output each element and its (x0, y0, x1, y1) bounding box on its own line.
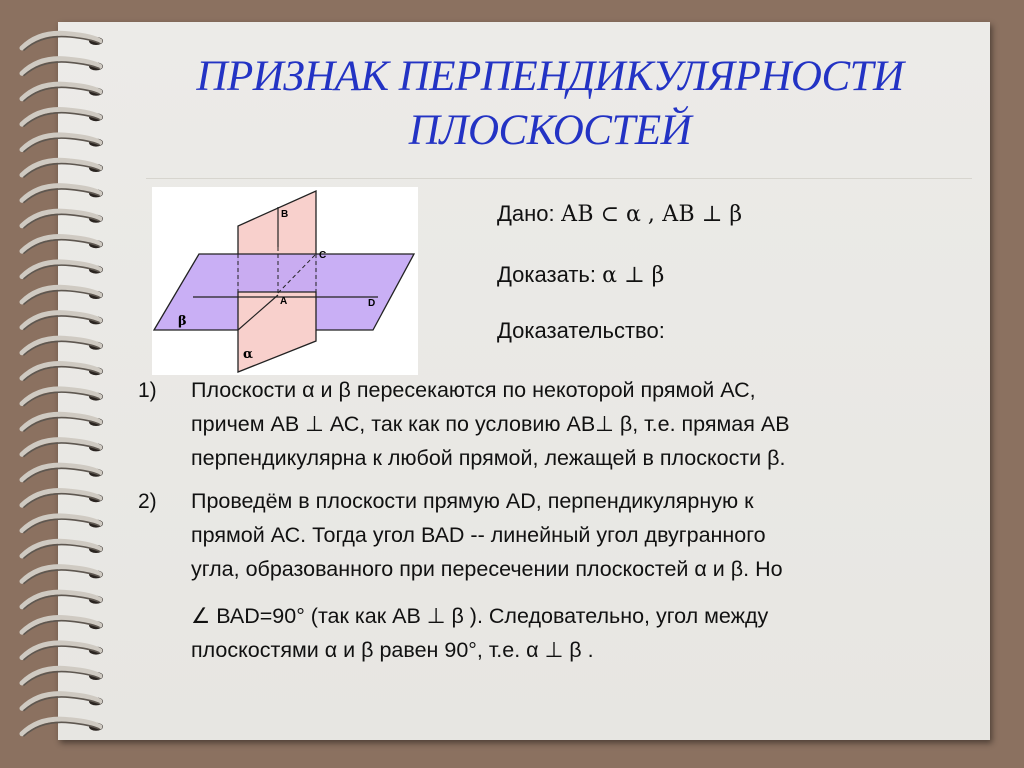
binding-ring (22, 262, 103, 279)
binding-ring (22, 186, 103, 203)
binding-ring (22, 160, 103, 177)
binding-ring (22, 465, 103, 482)
binding-ring (22, 389, 103, 406)
item-1-number: 1) (138, 379, 157, 402)
prove-text: α ⊥ β (602, 263, 665, 288)
label-beta: β (178, 314, 187, 329)
item-2-number: 2) (138, 490, 157, 513)
label-alpha: α (243, 347, 254, 362)
binding-ring (22, 490, 103, 507)
planes-diagram-svg (152, 187, 418, 375)
binding-ring (22, 313, 103, 330)
label-a: A (280, 296, 288, 307)
binding-ring (22, 236, 103, 253)
binding-ring (22, 211, 103, 228)
item-1-line-2: причем АВ ⊥ АС, так как по условию АВ⊥ β, т.е. прямая АВ (191, 412, 790, 436)
binding-ring (22, 694, 103, 711)
binding-ring (22, 719, 103, 736)
label-d: D (368, 298, 376, 309)
item-2-line-1: Проведём в плоскости прямую АD, перпендикулярную к (191, 489, 754, 513)
title-line-1: ПРИЗНАК ПЕРПЕНДИКУЛЯРНОСТИ (196, 53, 904, 100)
binding-ring (22, 592, 103, 609)
given-line (497, 201, 742, 227)
item-2-line-3: угла, образованного при пересечении плоскостей α и β. Но (191, 557, 783, 581)
prove-line (497, 262, 664, 288)
item-2-line-2: прямой АС. Тогда угол ВАD -- линейный угол двугранного (191, 523, 766, 547)
item-2-continuation (191, 599, 951, 667)
binding-ring (22, 516, 103, 533)
binding-ring (22, 84, 103, 101)
item-2-text (191, 484, 951, 586)
binding-ring (22, 617, 103, 634)
binding-ring (22, 414, 103, 431)
binding-ring (22, 363, 103, 380)
title-line-2: ПЛОСКОСТЕЙ (408, 107, 692, 154)
spiral-binding (0, 0, 120, 768)
page-title (140, 50, 960, 158)
planes-diagram (152, 187, 418, 375)
binding-ring (22, 33, 103, 50)
binding-ring (22, 440, 103, 457)
given-text: АВ ⊂ α , АВ ⊥ β (560, 202, 743, 227)
binding-ring (22, 668, 103, 685)
binding-ring (22, 567, 103, 584)
item-2-line-4: ∠ ВАD=90° (так как АВ ⊥ β ). Следовательно, угол между (191, 604, 769, 628)
binding-ring (22, 287, 103, 304)
binding-ring (22, 135, 103, 152)
proof-label: Доказательство: (497, 318, 665, 343)
item-2-line-5: плоскостями α и β равен 90°, т.е. α ⊥ β . (191, 638, 594, 662)
binding-ring (22, 338, 103, 355)
item-1-line-3: перпендикулярна к любой прямой, лежащей в плоскости β. (191, 446, 786, 470)
binding-ring (22, 643, 103, 660)
binding-ring (22, 59, 103, 76)
item-1-text (191, 373, 951, 475)
item-1-line-1: Плоскости α и β пересекаются по некоторой прямой АС, (191, 378, 756, 402)
given-label: Дано: (497, 201, 555, 226)
binding-ring (22, 109, 103, 126)
label-c: C (319, 250, 327, 261)
binding-ring (22, 541, 103, 558)
prove-label: Доказать: (497, 262, 596, 287)
label-b: B (281, 209, 289, 220)
title-divider (146, 178, 972, 179)
